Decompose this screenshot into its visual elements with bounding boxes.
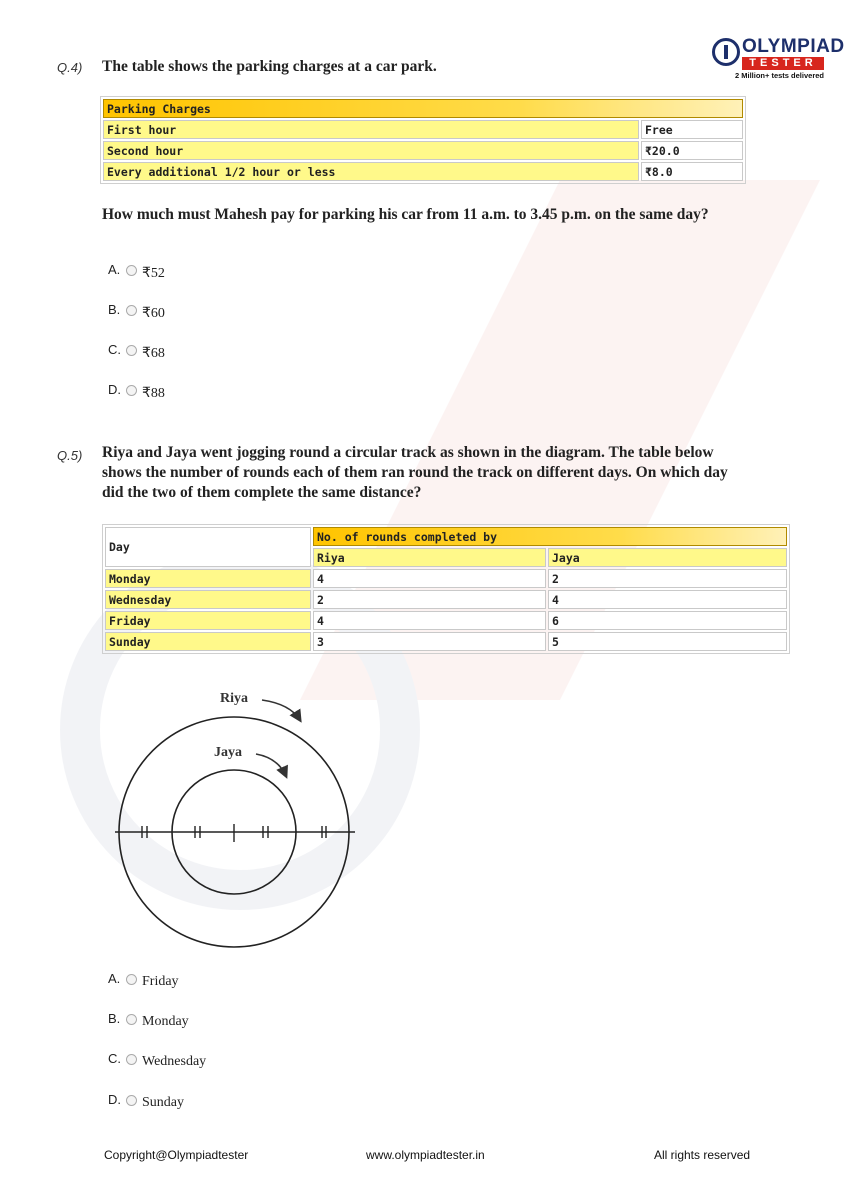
option-text: ₹52 [142,266,165,281]
radio-button[interactable] [126,1014,137,1025]
logo-tagline: 2 Million+ tests delivered [735,71,824,80]
radio-button[interactable] [126,1054,137,1065]
col-header-riya: Riya [313,548,546,567]
rounds-table [102,524,790,654]
table-cell: ₹20.0 [641,141,743,160]
parking-table [100,96,746,184]
olympiad-tester-logo [712,36,845,82]
riya-label: Riya [220,691,248,706]
table-cell: 6 [548,611,787,630]
table-row [103,99,743,118]
radio-button[interactable] [126,974,137,985]
group-header: No. of rounds completed by [313,527,787,546]
table-cell: Sunday [105,632,311,651]
table-row [105,590,787,609]
track-diagram [110,680,370,950]
jaya-label: Jaya [214,745,242,760]
radio-button[interactable] [126,385,137,396]
option-letter: C. [108,342,121,357]
table-cell: Second hour [103,141,639,160]
table-row [103,120,743,139]
col-header-jaya: Jaya [548,548,787,567]
table-cell: 5 [548,632,787,651]
option-letter: D. [108,382,121,397]
option-text: Sunday [142,1095,184,1110]
table-row [105,611,787,630]
option-text: ₹68 [142,346,165,361]
radio-button[interactable] [126,1095,137,1106]
table-row [105,632,787,651]
table-cell: Wednesday [105,590,311,609]
table-cell: 3 [313,632,546,651]
jaya-arrow [256,754,286,776]
option-text: Friday [142,974,179,989]
logo-tester: TESTER [742,57,824,70]
option-letter: C. [108,1051,121,1066]
q5-number: Q.5) [57,448,83,463]
footer-website[interactable]: www.olympiadtester.in [366,1148,485,1162]
logo-word: OLYMPIAD [742,36,845,57]
q4-question: How much must Mahesh pay for parking his car from 11 a.m. to 3.45 p.m. on the same day? [102,206,709,223]
day-header: Day [105,527,311,567]
option-letter: B. [108,1011,121,1026]
footer-copyright: Copyright@Olympiadtester [104,1148,249,1162]
table-cell: ₹8.0 [641,162,743,181]
table-cell: 2 [548,569,787,588]
option-letter: A. [108,971,121,986]
option-letter: B. [108,302,121,317]
table-cell: Monday [105,569,311,588]
option-letter: A. [108,262,121,277]
q5-text-line-3: did the two of them complete the same distance? [102,484,422,501]
table-cell: 4 [548,590,787,609]
table-cell: 4 [313,611,546,630]
option-text: ₹60 [142,306,165,321]
table-row [103,162,743,181]
parking-header: Parking Charges [103,99,743,118]
radio-button[interactable] [126,345,137,356]
table-cell: First hour [103,120,639,139]
q4-text: The table shows the parking charges at a car park. [102,58,437,75]
q5-text-line-2: shows the number of rounds each of them ran round the track on different days. On which day [102,464,728,481]
table-cell: Free [641,120,743,139]
option-text: Wednesday [142,1054,207,1069]
radio-button[interactable] [126,305,137,316]
tick-marks [142,824,326,842]
option-text: Monday [142,1014,189,1029]
table-cell: Every additional 1/2 hour or less [103,162,639,181]
table-row [105,527,787,546]
q4-number: Q.4) [57,60,83,75]
table-cell: 4 [313,569,546,588]
table-cell: Friday [105,611,311,630]
option-letter: D. [108,1092,121,1107]
logo-icon [712,38,740,66]
table-row [103,141,743,160]
q5-text-line-1: Riya and Jaya went jogging round a circular track as shown in the diagram. The table below [102,444,714,461]
option-text: ₹88 [142,386,165,401]
table-cell: 2 [313,590,546,609]
riya-arrow [262,700,300,720]
radio-button[interactable] [126,265,137,276]
table-row [105,569,787,588]
footer-rights: All rights reserved [654,1148,751,1162]
